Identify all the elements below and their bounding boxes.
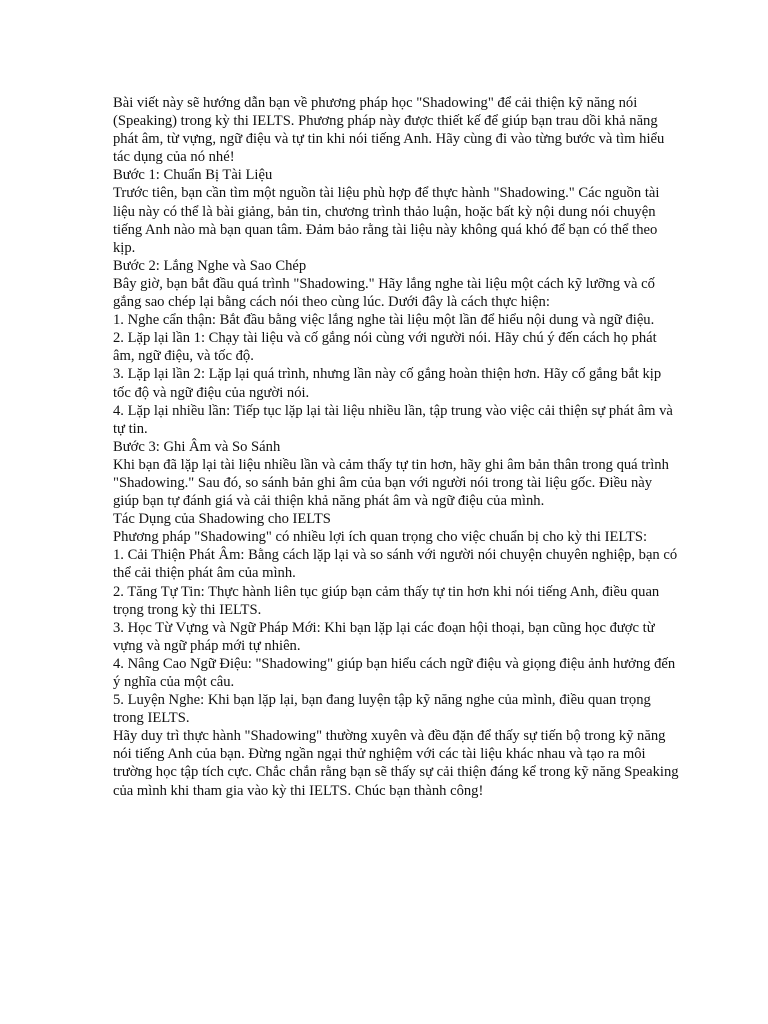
benefits-list-item: 4. Nâng Cao Ngữ Điệu: "Shadowing" giúp bạn hiểu cách ngữ điệu và giọng điệu ảnh hưởng đến ý nghĩa của một câu. — [113, 655, 676, 690]
intro-paragraph: Bài viết này sẽ hướng dẫn bạn về phương pháp học "Shadowing" để cải thiện kỹ năng nói (Speaking) trong kỳ thi IELTS. Phương pháp này được thiết kế để giúp bạn trau dồi khả năng phát âm, từ vựng, ngữ điệu và tự tin khi nói tiếng Anh. Hãy cùng đi vào từng bước và tìm hiểu tác dụng của nó nhé! — [113, 95, 665, 166]
step3-paragraph: Khi bạn đã lặp lại tài liệu nhiều lần và cảm thấy tự tin hơn, hãy ghi âm bản thân trong quá trình "Shadowing." Sau đó, so sánh bản ghi âm của bạn với người nói trong tài liệu gốc. Điều này giúp bạn tự đánh giá và cải thiện khả năng phát âm và ngữ điệu của mình. — [113, 456, 669, 510]
benefits-heading: Tác Dụng của Shadowing cho IELTS — [113, 511, 331, 528]
conclusion-paragraph: Hãy duy trì thực hành "Shadowing" thường xuyên và đều đặn để thấy sự tiến bộ trong kỹ năng nói tiếng Anh của bạn. Đừng ngần ngại thử nghiệm với các tài liệu khác nhau và tạo ra môi trường học tập tích cực. Chắc chắn rằng bạn sẽ thấy sự cải thiện đáng kể trong kỹ năng Speaking của mình khi tham gia vào kỳ thi IELTS. Chúc bạn thành công! — [113, 728, 679, 799]
benefits-paragraph: Phương pháp "Shadowing" có nhiều lợi ích quan trọng cho việc chuẩn bị cho kỳ thi IELTS: — [113, 529, 648, 546]
step2-list-item: 2. Lặp lại lần 1: Chạy tài liệu và cố gắng nói cùng với người nói. Hãy chú ý đến cách họ phát âm, ngữ điệu, và tốc độ. — [113, 330, 657, 365]
benefits-list-item: 1. Cải Thiện Phát Âm: Bằng cách lặp lại và so sánh với người nói chuyện chuyên nghiệp, bạn có thể cải thiện phát âm của mình. — [113, 547, 678, 582]
step3-heading: Bước 3: Ghi Âm và So Sánh — [113, 438, 281, 455]
document-page — [113, 94, 679, 800]
step2-list-item: 1. Nghe cẩn thận: Bắt đầu bằng việc lắng nghe tài liệu một lần để hiểu nội dung và ngữ điệu. — [113, 312, 655, 329]
benefits-list-item: 3. Học Từ Vựng và Ngữ Pháp Mới: Khi bạn lặp lại các đoạn hội thoại, bạn cũng học được từ vựng và ngữ pháp mới tự nhiên. — [113, 619, 655, 654]
step2-list-item: 4. Lặp lại nhiều lần: Tiếp tục lặp lại tài liệu nhiều lần, tập trung vào việc cải thiện sự phát âm và tự tin. — [113, 402, 673, 437]
step1-heading: Bước 1: Chuẩn Bị Tài Liệu — [113, 167, 273, 184]
step2-list-item: 3. Lặp lại lần 2: Lặp lại quá trình, nhưng lần này cố gắng hoàn thiện hơn. Hãy cố gắng bắt kịp tốc độ và ngữ điệu của người nói. — [113, 366, 662, 401]
step2-heading: Bước 2: Lắng Nghe và Sao Chép — [113, 257, 307, 274]
benefits-list-item: 5. Luyện Nghe: Khi bạn lặp lại, bạn đang luyện tập kỹ năng nghe của mình, điều quan trọng trong IELTS. — [113, 692, 651, 727]
benefits-list-item: 2. Tăng Tự Tin: Thực hành liên tục giúp bạn cảm thấy tự tin hơn khi nói tiếng Anh, điều quan trọng trong kỳ thi IELTS. — [113, 583, 660, 618]
step1-paragraph: Trước tiên, bạn cần tìm một nguồn tài liệu phù hợp để thực hành "Shadowing." Các nguồn tài liệu này có thể là bài giảng, bản tin, chương trình thảo luận, hoặc bất kỳ nội dung nói chuyện tiếng Anh nào mà bạn quan tâm. Đảm bảo rằng tài liệu này không quá khó để bạn có thể theo kịp. — [113, 185, 660, 256]
step2-paragraph: Bây giờ, bạn bắt đầu quá trình "Shadowing." Hãy lắng nghe tài liệu một cách kỹ lưỡng và cố gắng sao chép lại bằng cách nói theo cùng lúc. Dưới đây là cách thực hiện: — [113, 275, 655, 311]
